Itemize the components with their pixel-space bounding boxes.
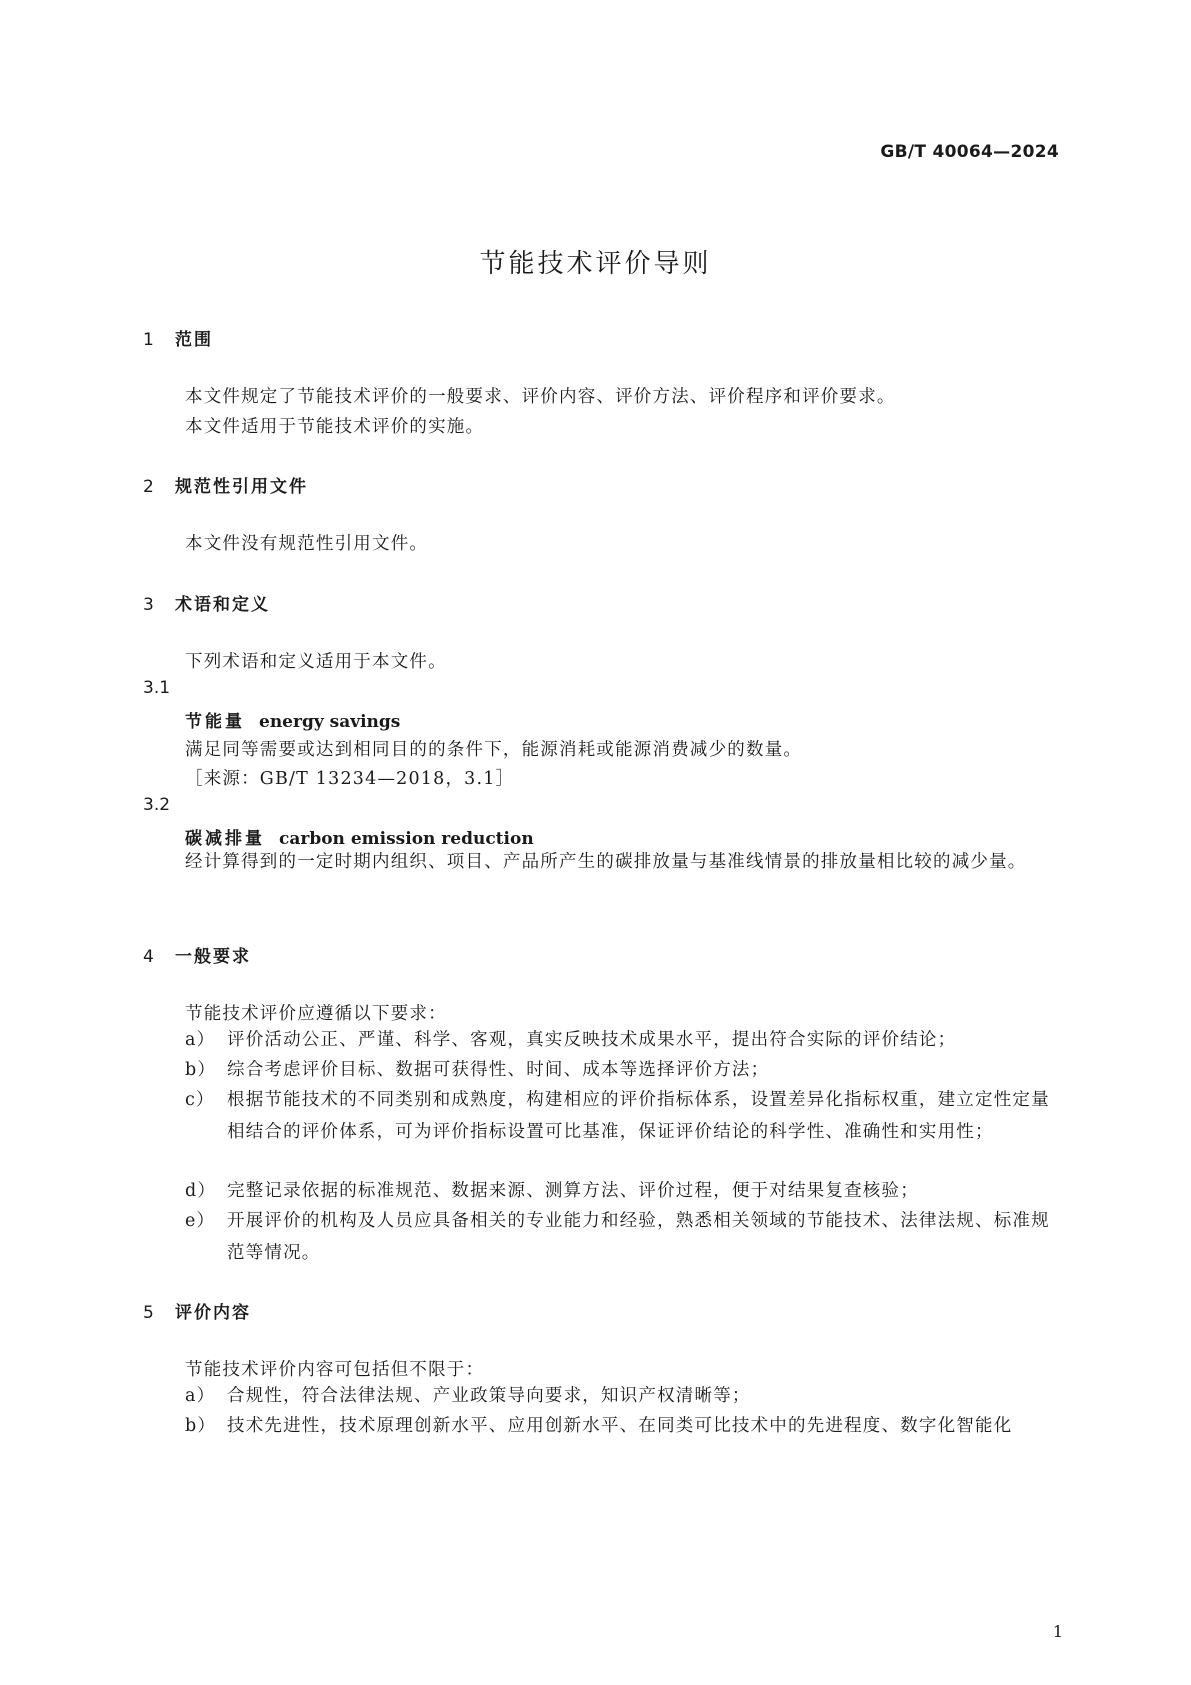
paragraph: 本文件适用于节能技术评价的实施。: [185, 417, 485, 437]
paragraph: 节能技术评价内容可包括但不限于：: [185, 1360, 485, 1380]
list-item: [185, 1410, 1065, 1442]
list-text: 合规性，符合法律法规、产业政策导向要求，知识产权清晰等；: [227, 1386, 751, 1406]
standard-number: GB/T 40064—2024: [880, 142, 1059, 162]
list-marker: b）: [185, 1416, 217, 1436]
section-2-heading: [143, 472, 308, 497]
term-en: carbon emission reduction: [279, 829, 534, 849]
paragraph: 本文件规定了节能技术评价的一般要求、评价内容、评价方法、评价程序和评价要求。: [185, 387, 896, 407]
list-text: 完整记录依据的标准规范、数据来源、测算方法、评价过程，便于对结果复查核验；: [227, 1181, 919, 1201]
section-number: 1: [143, 330, 154, 350]
list-item: [185, 1084, 1065, 1148]
paragraph: 节能技术评价应遵循以下要求：: [185, 1004, 447, 1024]
list-marker: a）: [185, 1030, 216, 1050]
list-text: 综合考虑评价目标、数据可获得性、时间、成本等选择评价方法；: [227, 1060, 770, 1080]
term-number: 3.1: [143, 678, 171, 698]
list-marker: e）: [185, 1211, 216, 1231]
section-title: 评价内容: [175, 1303, 251, 1323]
term-definition: 经计算得到的一定时期内组织、项目、产品所产生的碳排放量与基准线情景的排放量相比较的减少量。: [185, 852, 1027, 872]
page-number: 1: [1052, 1622, 1063, 1641]
term-heading: [185, 707, 400, 732]
section-title: 范围: [175, 330, 213, 350]
list-marker: a）: [185, 1386, 216, 1406]
list-item: [185, 1054, 1065, 1086]
list-text: 技术先进性，技术原理创新水平、应用创新水平、在同类可比技术中的先进程度、数字化智能化: [227, 1416, 1013, 1436]
section-title: 规范性引用文件: [175, 477, 308, 497]
section-title: 术语和定义: [175, 595, 270, 615]
section-number: 4: [143, 947, 154, 967]
list-item: [185, 1380, 1065, 1412]
section-number: 2: [143, 477, 154, 497]
section-4-heading: [143, 942, 251, 967]
list-text: 根据节能技术的不同类别和成熟度，构建相应的评价指标体系，设置差异化指标权重，建立定性定量相结合的评价体系，可为评价指标设置可比基准，保证评价结论的科学性、准确性和实用性；: [227, 1090, 1050, 1142]
list-item: [185, 1024, 1065, 1056]
document-title: 节能技术评价导则: [479, 249, 712, 279]
list-text: 评价活动公正、严谨、科学、客观，真实反映技术成果水平，提出符合实际的评价结论；: [227, 1030, 957, 1050]
list-marker: c）: [185, 1090, 215, 1110]
term-zh: 碳减排量: [185, 829, 265, 849]
section-title: 一般要求: [175, 947, 251, 967]
term-definition: 满足同等需要或达到相同目的的条件下，能源消耗或能源消费减少的数量。: [185, 740, 803, 760]
section-1-heading: [143, 325, 213, 350]
section-3-heading: [143, 590, 270, 615]
list-marker: b）: [185, 1060, 217, 1080]
list-item: [185, 1205, 1065, 1269]
term-source: ［来源：GB/T 13234—2018，3.1］: [185, 769, 515, 789]
term-zh: 节能量: [185, 712, 245, 732]
list-marker: d）: [185, 1181, 217, 1201]
list-item: [185, 1175, 1065, 1207]
term-en: energy savings: [259, 712, 401, 732]
section-5-heading: [143, 1298, 251, 1323]
section-number: 5: [143, 1303, 154, 1323]
paragraph: 下列术语和定义适用于本文件。: [185, 652, 447, 672]
section-number: 3: [143, 595, 154, 615]
paragraph: 本文件没有规范性引用文件。: [185, 534, 429, 554]
term-number: 3.2: [143, 795, 171, 815]
list-text: 开展评价的机构及人员应具备相关的专业能力和经验，熟悉相关领域的节能技术、法律法规、标准规范等情况。: [227, 1211, 1050, 1263]
